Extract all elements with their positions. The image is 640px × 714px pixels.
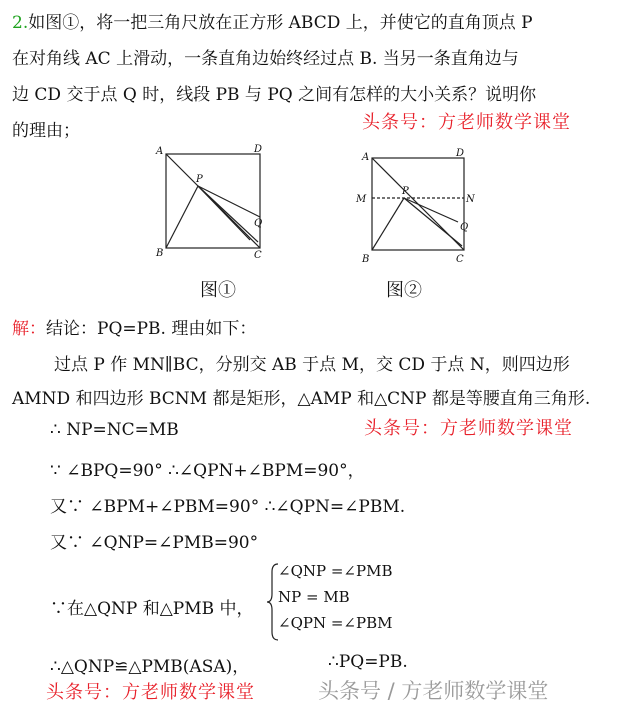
fig1-caption: 图① — [200, 280, 236, 301]
problem-line-1: 2.如图①，将一把三角尺放在正方形 ABCD 上，并使它的直角顶点 P — [12, 13, 533, 33]
brace-eq-1: ∠QNP =∠PMB — [278, 562, 393, 580]
fig1-label-B: B — [156, 248, 164, 259]
solution-step-5: 又∵ ∠BPM+∠PBM=90° ∴∠QPN=∠PBM. — [50, 497, 406, 517]
fig1-label-A: A — [156, 146, 164, 157]
brace-eq-3: ∠QPN =∠PBM — [278, 614, 393, 632]
solution-step-3: ∴ NP=NC=MB — [50, 420, 179, 440]
fig2-label-N: N — [466, 194, 475, 205]
solution-step-8a: ∴△QNP≌△PMB(ASA)， — [50, 657, 250, 677]
fig2-label-Q: Q — [460, 222, 469, 233]
fig2-label-P: P — [402, 186, 409, 197]
figure-1 — [150, 140, 280, 272]
fig2-label-A: A — [362, 152, 370, 163]
problem-line-3: 边 CD 交于点 Q 时，线段 PB 与 PQ 之间有怎样的大小关系？说明你 — [12, 85, 537, 105]
fig2-caption: 图② — [386, 280, 422, 301]
figure-2 — [352, 140, 482, 272]
problem-number: 2. — [12, 13, 29, 33]
solution-step-4: ∵ ∠BPQ=90° ∴∠QPN+∠BPM=90°， — [50, 461, 365, 481]
fig1-label-D: D — [254, 144, 263, 155]
fig1-label-C: C — [254, 250, 262, 261]
solution-step-6: 又∵ ∠QNP=∠PMB=90° — [50, 533, 259, 553]
solution-step-1: 过点 P 作 MN∥BC，分别交 AB 于点 M，交 CD 于点 N，则四边形 — [54, 355, 570, 375]
fig1-label-P: P — [196, 174, 203, 185]
solution-step-7: ∵在△QNP 和△PMB 中， — [50, 599, 254, 619]
solution-conclusion-line: 解：结论：PQ=PB. 理由如下： — [12, 319, 257, 339]
fig2-label-C: C — [456, 254, 464, 265]
fig1-label-Q: Q — [254, 218, 263, 229]
fig2-label-M: M — [356, 194, 367, 205]
solution-step-2: AMND 和四边形 BCNM 都是矩形，△AMP 和△CNP 都是等腰直角三角形. — [12, 389, 591, 409]
brace-equations — [278, 562, 392, 640]
problem-line-2: 在对角线 AC 上滑动，一条直角边始终经过点 B. 当另一条直角边与 — [12, 49, 519, 69]
fig2-label-D: D — [456, 148, 465, 159]
brace-eq-2: NP = MB — [278, 588, 350, 606]
problem-line-4: 的理由； — [12, 121, 80, 141]
solution-step-8b: ∴PQ=PB. — [328, 652, 408, 672]
watermark-red-2: 头条号：方老师数学课堂 — [364, 418, 573, 439]
watermark-red-1: 头条号：方老师数学课堂 — [362, 112, 571, 133]
fig2-label-B: B — [362, 254, 370, 265]
solution-label: 解： — [12, 319, 46, 339]
watermark-red-3: 头条号：方老师数学课堂 — [46, 682, 255, 703]
watermark-gray: 头条号 / 方老师数学课堂 — [318, 679, 549, 703]
